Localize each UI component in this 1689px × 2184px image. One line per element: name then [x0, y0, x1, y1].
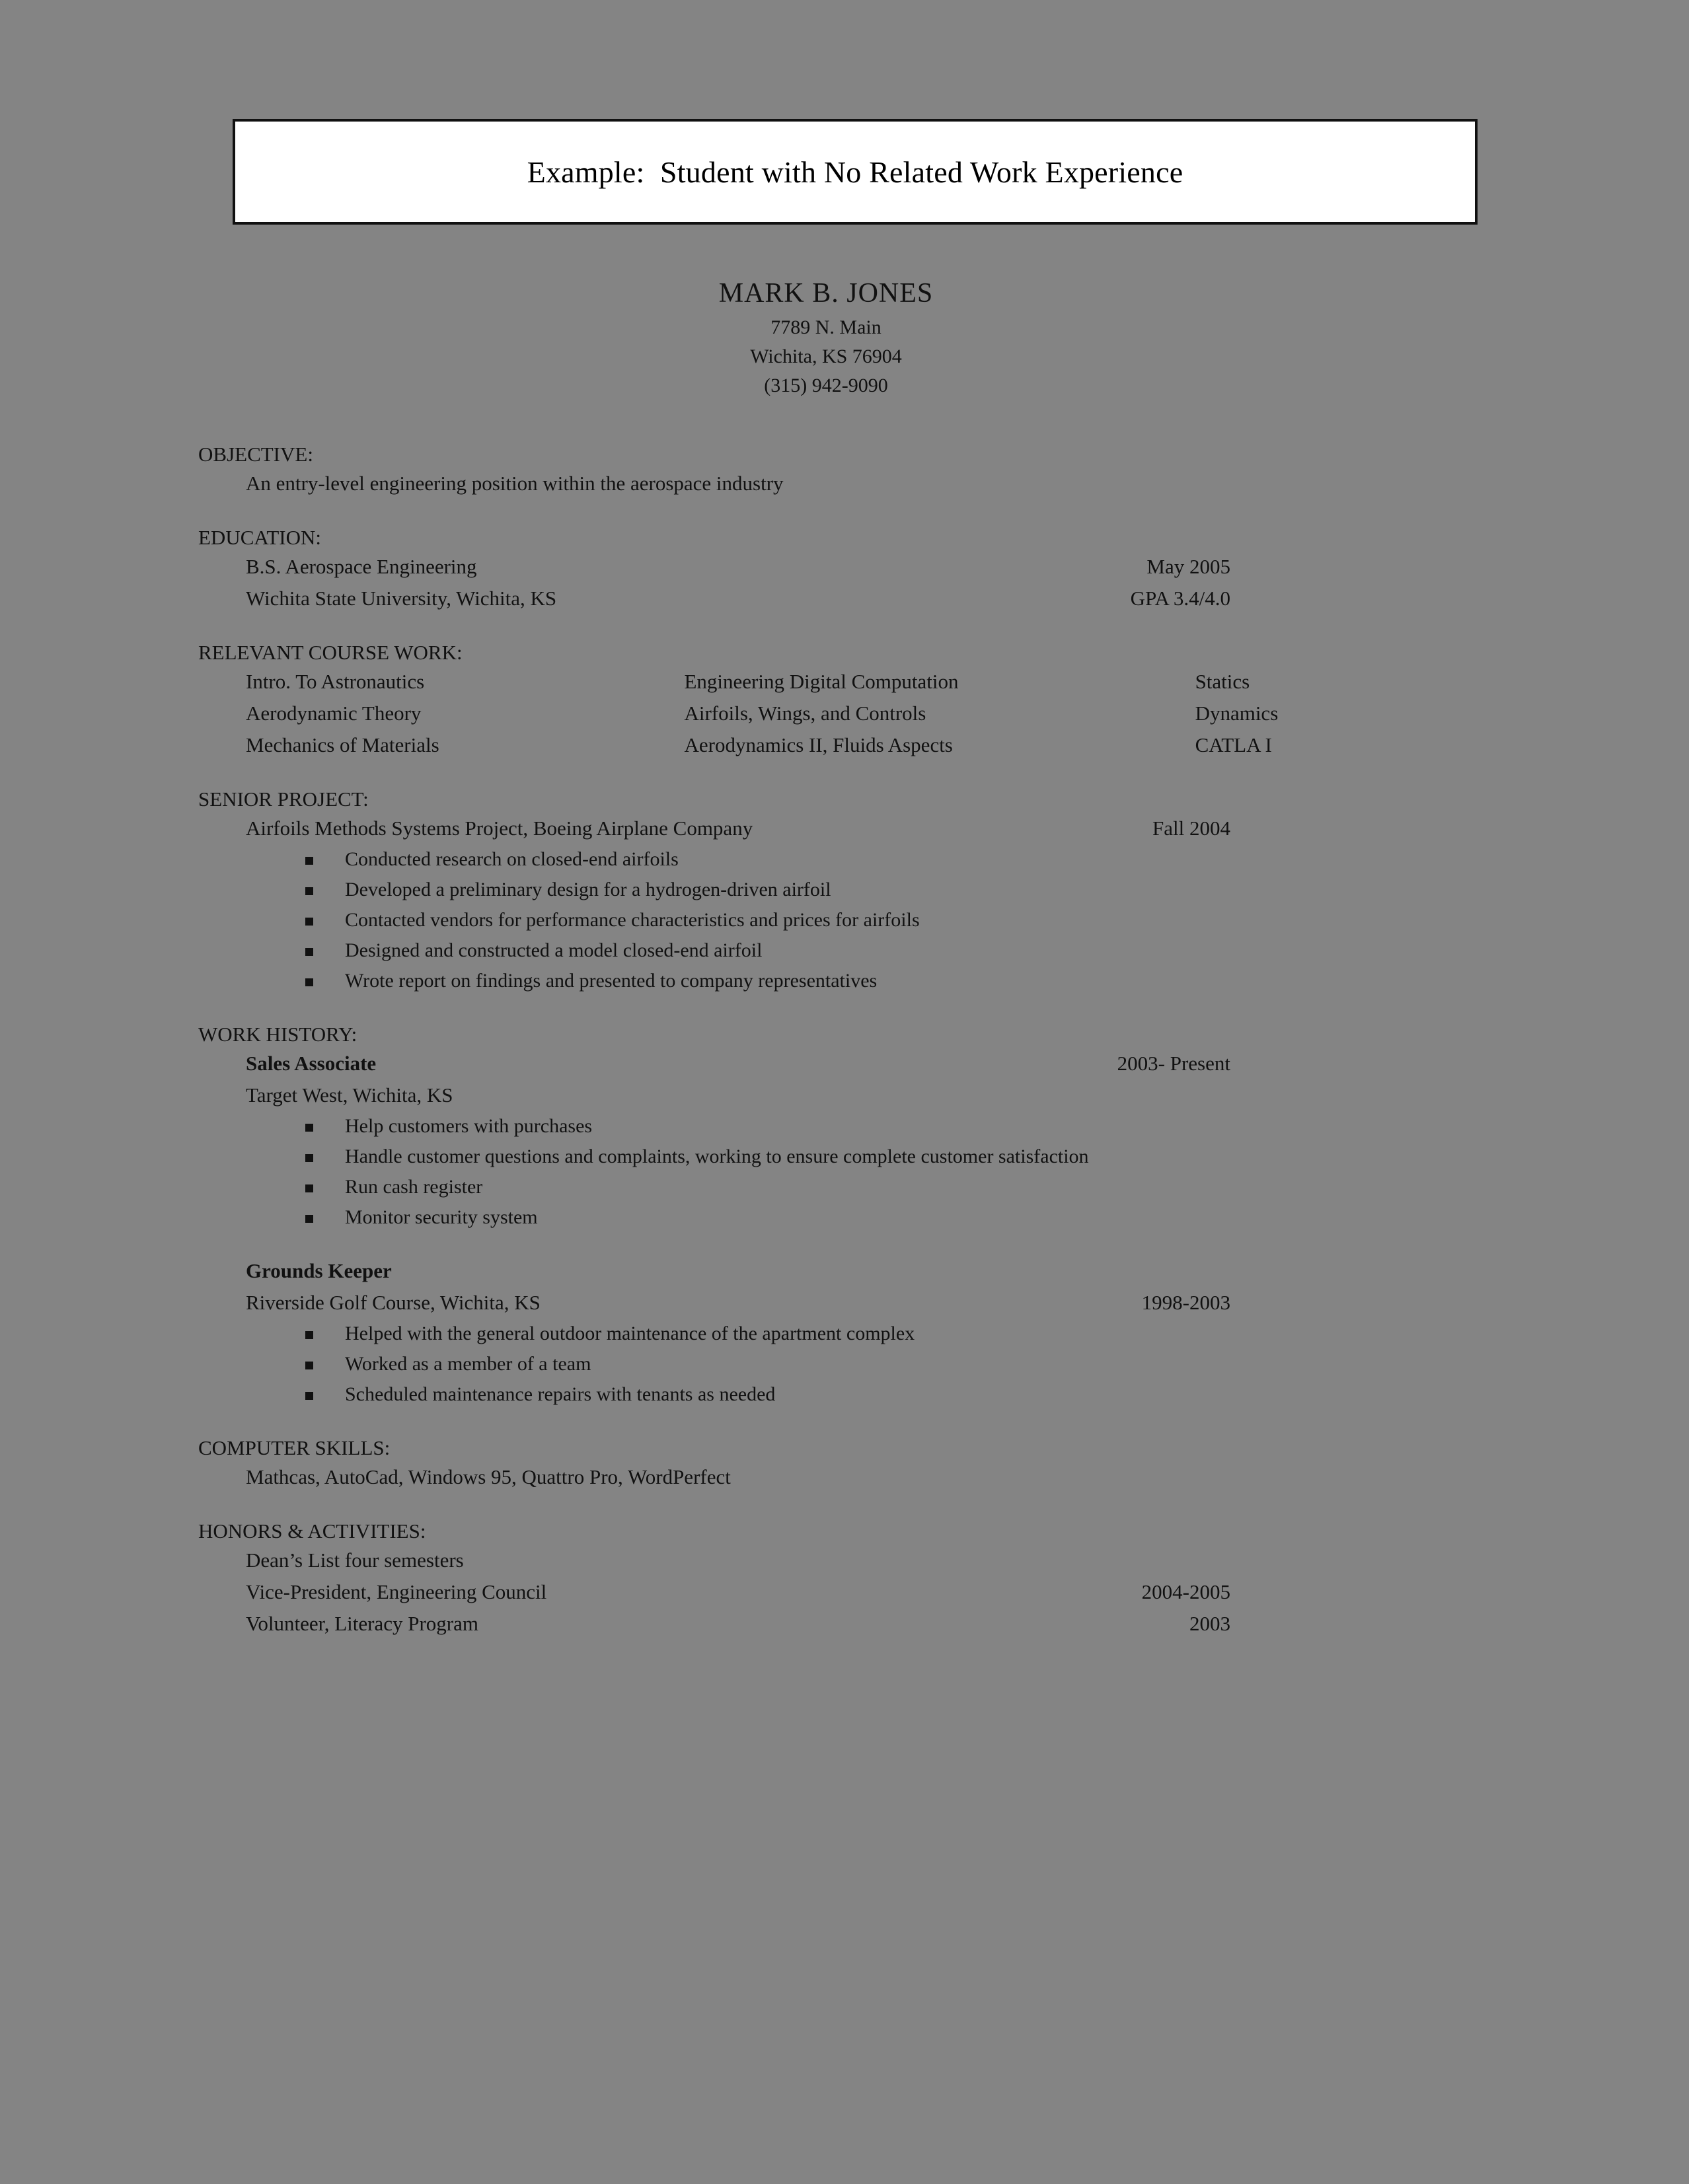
- honors-item: [198, 1608, 1454, 1640]
- candidate-name: MARK B. JONES: [718, 278, 934, 309]
- job-title: Sales Associate: [246, 1052, 377, 1075]
- list-item: Designed and constructed a model closed-end airfoil: [296, 935, 1270, 966]
- coursework-cell: Intro. To Astronautics: [246, 670, 425, 693]
- candidate-phone: (315) 942-9090: [764, 375, 888, 396]
- objective-text: An entry-level engineering position within the aerospace industry: [246, 472, 784, 495]
- honors-heading: HONORS & ACTIVITIES:: [198, 1519, 426, 1543]
- job-bullets: [198, 1319, 1454, 1410]
- coursework-cell: Engineering Digital Computation: [684, 670, 959, 693]
- coursework-heading: RELEVANT COURSE WORK:: [198, 641, 463, 664]
- education-heading: EDUCATION:: [198, 526, 321, 549]
- list-item: Wrote report on findings and presented to company representatives: [296, 966, 1270, 996]
- coursework-cell: Dynamics: [1195, 702, 1279, 725]
- work-history-job: [198, 1048, 1454, 1233]
- coursework-row: [246, 698, 1454, 729]
- coursework-cell: Statics: [1195, 670, 1250, 693]
- coursework-grid: [198, 666, 1454, 761]
- senior-project-heading: SENIOR PROJECT:: [198, 787, 369, 811]
- list-item: Worked as a member of a team: [296, 1349, 1270, 1379]
- resume-body: [198, 277, 1454, 1640]
- job-date: 1998-2003: [1141, 1291, 1230, 1314]
- senior-project-bullets: [198, 844, 1454, 996]
- education-gpa: GPA 3.4/4.0: [1130, 587, 1230, 610]
- job-bullets: [198, 1111, 1454, 1233]
- senior-project-title: Airfoils Methods Systems Project, Boeing Airplane Company: [246, 817, 753, 840]
- computer-skills-heading: COMPUTER SKILLS:: [198, 1436, 391, 1459]
- section-senior-project: [198, 786, 1454, 996]
- coursework-cell: Aerodynamic Theory: [246, 702, 422, 725]
- job-employer-row: [198, 1287, 1454, 1319]
- job-title: Grounds Keeper: [246, 1259, 392, 1282]
- senior-project-title-row: [198, 813, 1454, 844]
- honors-date: [1230, 1545, 1454, 1576]
- education-date: May 2005: [1146, 555, 1230, 578]
- job-employer: Riverside Golf Course, Wichita, KS: [246, 1291, 541, 1314]
- candidate-city-state-zip: Wichita, KS 76904: [750, 346, 902, 367]
- education-school-row: [198, 583, 1454, 614]
- section-work-history: [198, 1021, 1454, 1410]
- coursework-cell: Aerodynamics II, Fluids Aspects: [684, 733, 953, 756]
- senior-project-date: Fall 2004: [1152, 817, 1230, 840]
- work-history-gap: [198, 1233, 1454, 1255]
- title-banner-text: Example: Student with No Related Work Experience: [527, 155, 1183, 189]
- section-coursework: [198, 639, 1454, 761]
- honors-item: [198, 1545, 1454, 1576]
- title-banner-box: [233, 119, 1478, 225]
- list-item: Developed a preliminary design for a hydrogen-driven airfoil: [296, 875, 1270, 905]
- coursework-cell: Airfoils, Wings, and Controls: [684, 702, 926, 725]
- education-degree: B.S. Aerospace Engineering: [246, 555, 477, 578]
- work-history-heading: WORK HISTORY:: [198, 1023, 357, 1046]
- honors-date: 2004-2005: [1141, 1580, 1230, 1603]
- coursework-row: [246, 729, 1454, 761]
- list-item: Monitor security system: [296, 1202, 1270, 1233]
- job-title-row: [198, 1048, 1454, 1079]
- objective-heading: OBJECTIVE:: [198, 443, 313, 466]
- honors-text: Vice-President, Engineering Council: [246, 1580, 547, 1603]
- section-education: [198, 525, 1454, 614]
- work-history-job: [198, 1255, 1454, 1410]
- coursework-row: [246, 666, 1454, 698]
- computer-skills-text: Mathcas, AutoCad, Windows 95, Quattro Pro, WordPerfect: [246, 1465, 731, 1488]
- honors-date: 2003: [1189, 1612, 1230, 1635]
- list-item: Handle customer questions and complaints, working to ensure complete customer satisfaction: [296, 1142, 1270, 1172]
- job-date: 2003- Present: [1117, 1052, 1230, 1075]
- list-item: Conducted research on closed-end airfoils: [296, 844, 1270, 875]
- candidate-address: 7789 N. Main: [770, 316, 882, 338]
- section-objective: [198, 441, 1454, 499]
- education-school: Wichita State University, Wichita, KS: [246, 587, 557, 610]
- list-item: Helped with the general outdoor maintenance of the apartment complex: [296, 1319, 1270, 1349]
- list-item: Scheduled maintenance repairs with tenants as needed: [296, 1379, 1270, 1410]
- honors-text: Volunteer, Literacy Program: [246, 1612, 478, 1635]
- honors-item: [198, 1576, 1454, 1608]
- coursework-cell: Mechanics of Materials: [246, 733, 439, 756]
- list-item: Help customers with purchases: [296, 1111, 1270, 1142]
- list-item: Contacted vendors for performance characteristics and prices for airfoils: [296, 905, 1270, 935]
- section-honors: [198, 1518, 1454, 1640]
- education-degree-row: [198, 551, 1454, 583]
- job-employer: Target West, Wichita, KS: [246, 1083, 453, 1107]
- section-computer-skills: [198, 1435, 1454, 1493]
- honors-text: Dean’s List four semesters: [246, 1548, 464, 1572]
- coursework-cell: CATLA I: [1195, 733, 1272, 756]
- list-item: Run cash register: [296, 1172, 1270, 1202]
